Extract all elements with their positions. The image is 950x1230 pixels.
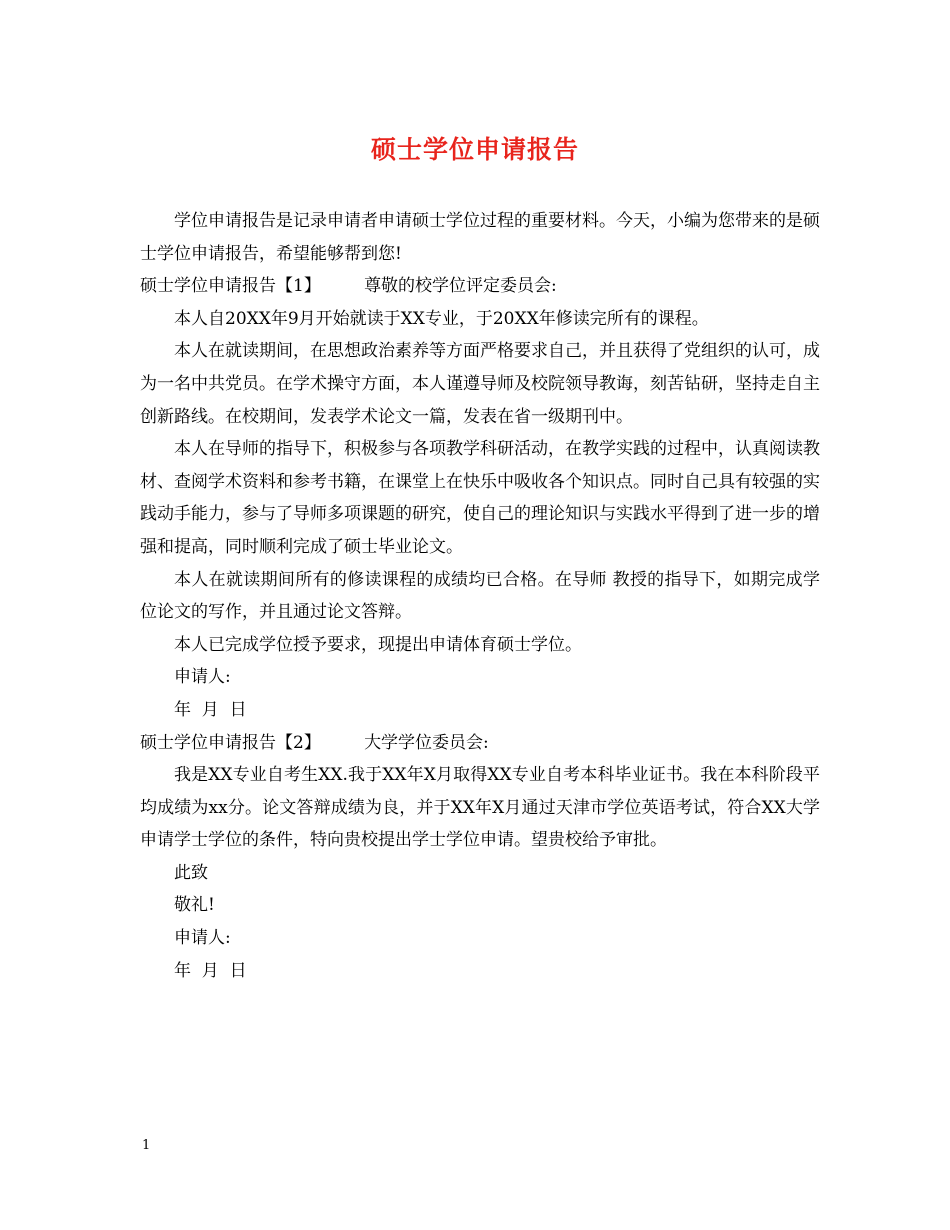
report2-heading: 硕士学位申请报告【2】 (140, 732, 321, 753)
report1-paragraph: 本人已完成学位授予要求，现提出申请体育硕士学位。 (174, 634, 582, 655)
report1-paragraph: 本人自20XX年9月开始就读于XX专业，于20XX年修读完所有的课程。 (174, 308, 709, 329)
report2-heading-line (140, 727, 820, 760)
page-number: 1 (142, 1138, 151, 1153)
document-body (140, 205, 820, 987)
report1-heading: 硕士学位申请报告【1】 (140, 276, 321, 297)
report1-paragraph: 本人在就读期间所有的修读课程的成绩均已合格。在导师 教授的指导下，如期完成学位论文的写作，并且通过论文答辩。 (140, 569, 820, 623)
report1-paragraph: 本人在就读期间，在思想政治素养等方面严格要求自己，并且获得了党组织的认可，成为一名中共党员。在学术操守方面，本人谨遵导师及校院领导教诲，刻苦钻研，坚持走自主创新路线。在校期间，发表学术论文一篇，发表在省一级期刊中。 (140, 341, 820, 427)
document-title: 硕士学位申请报告 (370, 135, 579, 164)
report2-closing-salutation: 此致 (174, 862, 208, 883)
report1-salutation: 尊敬的校学位评定委员会: (364, 276, 557, 297)
report2-date: 年 月 日 (174, 960, 247, 981)
intro-paragraph: 学位申请报告是记录申请者申请硕士学位过程的重要材料。今天，小编为您带来的是硕士学位申请报告，希望能够帮到您! (140, 211, 820, 264)
report2-applicant: 申请人: (174, 928, 231, 949)
report2-closing-regards: 敬礼! (174, 895, 215, 916)
report1-paragraph: 本人在导师的指导下，积极参与各项教学科研活动，在教学实践的过程中，认真阅读教材、查阅学术资料和参考书籍，在课堂上在快乐中吸收各个知识点。同时自己具有较强的实践动手能力，参与了导师多项课题的研究，使自己的理论知识与实践水平得到了进一步的增强和提高，同时顺利完成了硕士毕业论文。 (140, 439, 820, 557)
report1-applicant: 申请人: (174, 667, 231, 688)
report2-paragraph: 我是XX专业自考生XX.我于XX年X月取得XX专业自考本科毕业证书。我在本科阶段平均成绩为xx分。论文答辩成绩为良，并于XX年X月通过天津市学位英语考试，符合XX大学申请学士学位的条件，特向贵校提出学士学位申请。望贵校给予审批。 (140, 765, 820, 851)
report2-salutation: 大学学位委员会: (364, 732, 489, 753)
report1-heading-line (140, 270, 820, 303)
report1-date: 年 月 日 (174, 699, 247, 720)
